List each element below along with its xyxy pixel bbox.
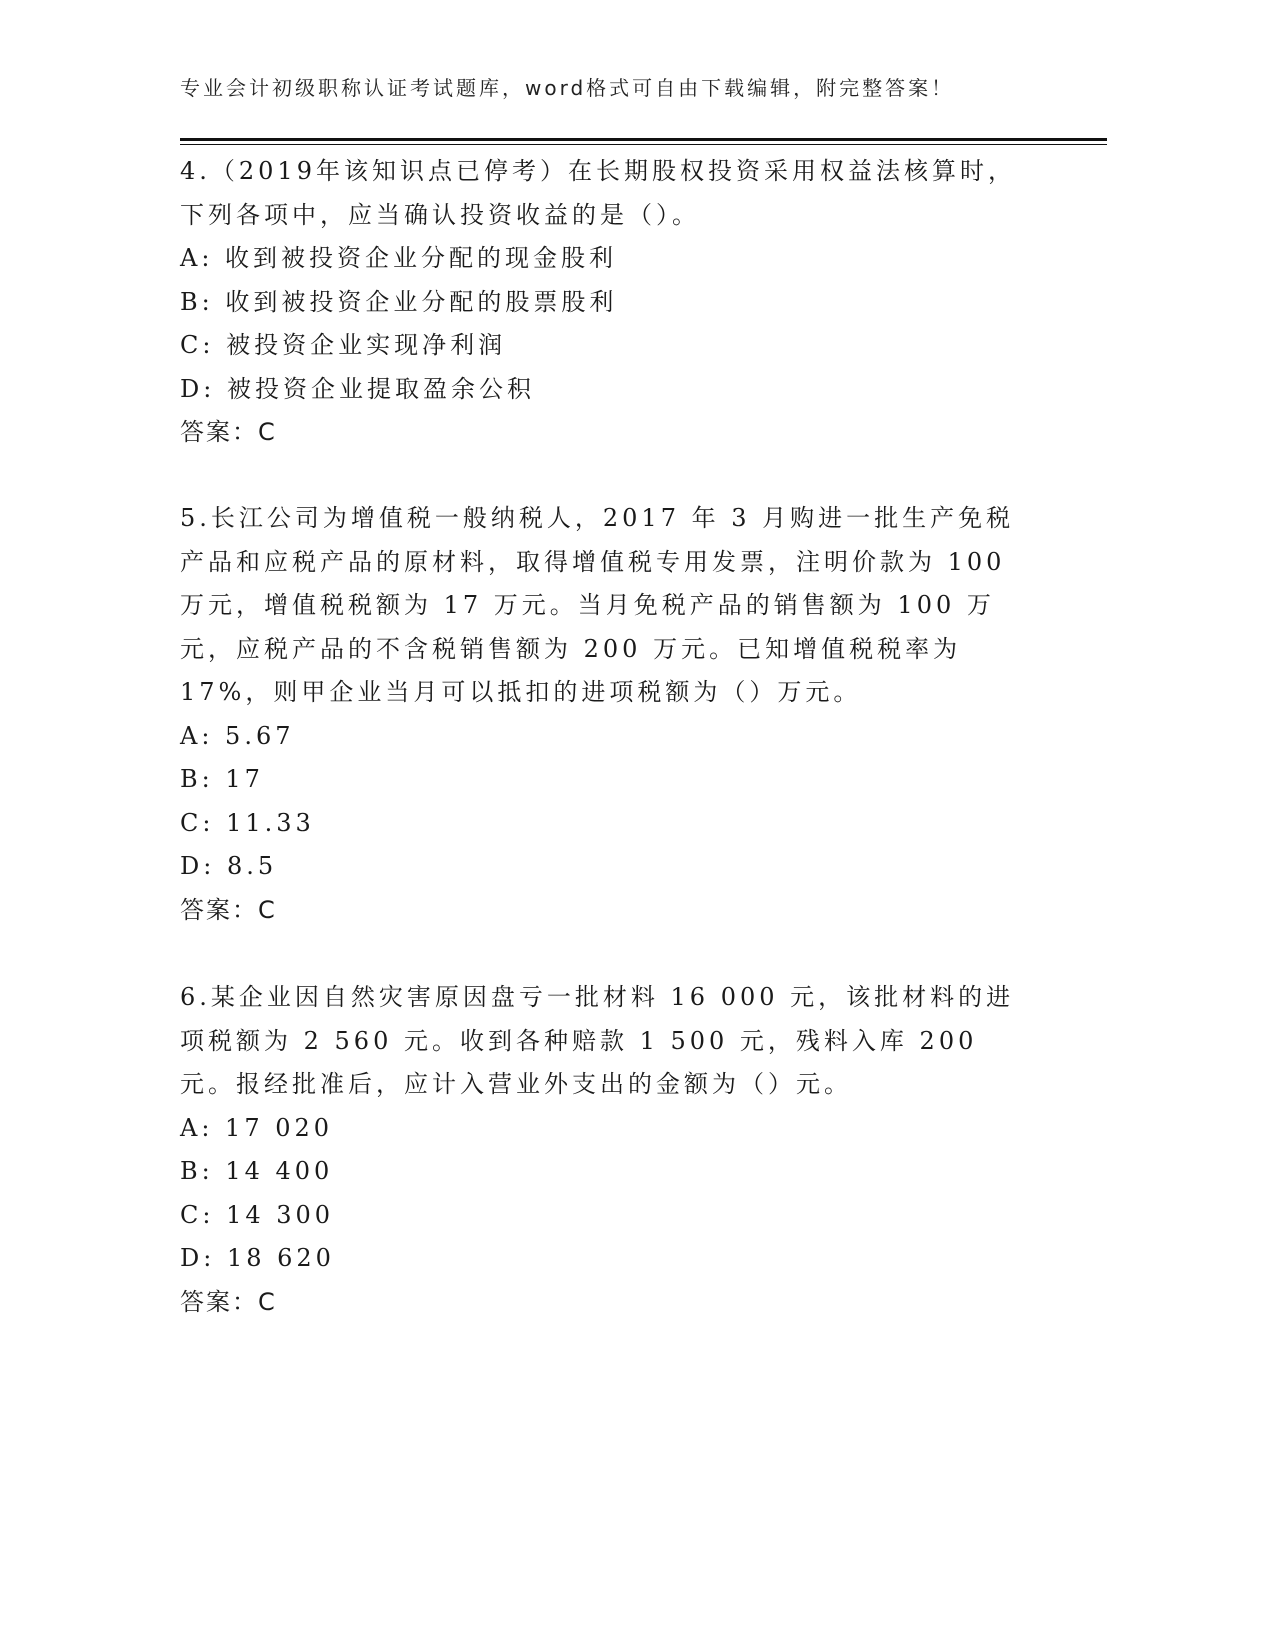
answer: 答案：C: [180, 418, 277, 446]
header-rule-thick: [180, 138, 1107, 141]
option-d: D: 18 620: [180, 1244, 335, 1272]
option-d: D: 被投资企业提取盈余公积: [180, 374, 535, 403]
answer: 答案：C: [180, 895, 277, 924]
option-c: C: 11.33: [180, 808, 315, 837]
question-stem: 5.长江公司为增值税一般纳税人，2017 年 3 月购进一批生产免税产品和应税产品的原材料，取得增值税专用发票，注明价款为 100 万元，增值税税额为 17 万元。当月免税产品的销售额为 100 万元，应税产品的不含税销售额为 200 万元。已知增值税税率为 17%，则甲企业当月可以抵扣的进项税额为（）万元。: [180, 504, 1015, 706]
question-stem: 4.（2019年该知识点已停考）在长期股权投资采用权益法核算时，下列各项中，应当确认投资收益的是（）。: [180, 157, 1016, 229]
option-a: A: 17 020: [180, 1113, 334, 1142]
option-b: B: 17: [180, 765, 264, 793]
option-a: A: 5.67: [180, 721, 295, 750]
option-c: C: 被投资企业实现净利润: [180, 331, 507, 359]
option-d: D: 8.5: [180, 852, 278, 880]
header-rule-thin: [180, 144, 1107, 145]
question-6: [180, 976, 1030, 1324]
option-b: B: 14 400: [180, 1157, 334, 1185]
answer: 答案：C: [180, 1287, 277, 1316]
page-header: 专业会计初级职称认证考试题库，word格式可自由下载编辑，附完整答案！: [180, 76, 955, 100]
question-5: [180, 497, 1030, 932]
question-stem: 6.某企业因自然灾害原因盘亏一批材料 16 000 元，该批材料的进项税额为 2 560 元。收到各种赔款 1 500 元，残料入库 200 元。报经批准后，应计入营业外支出的金额为（）元。: [180, 983, 1015, 1098]
option-c: C: 14 300: [180, 1200, 335, 1229]
option-a: A: 收到被投资企业分配的现金股利: [180, 244, 618, 272]
question-4: [180, 150, 1030, 455]
option-b: B: 收到被投资企业分配的股票股利: [180, 287, 618, 316]
